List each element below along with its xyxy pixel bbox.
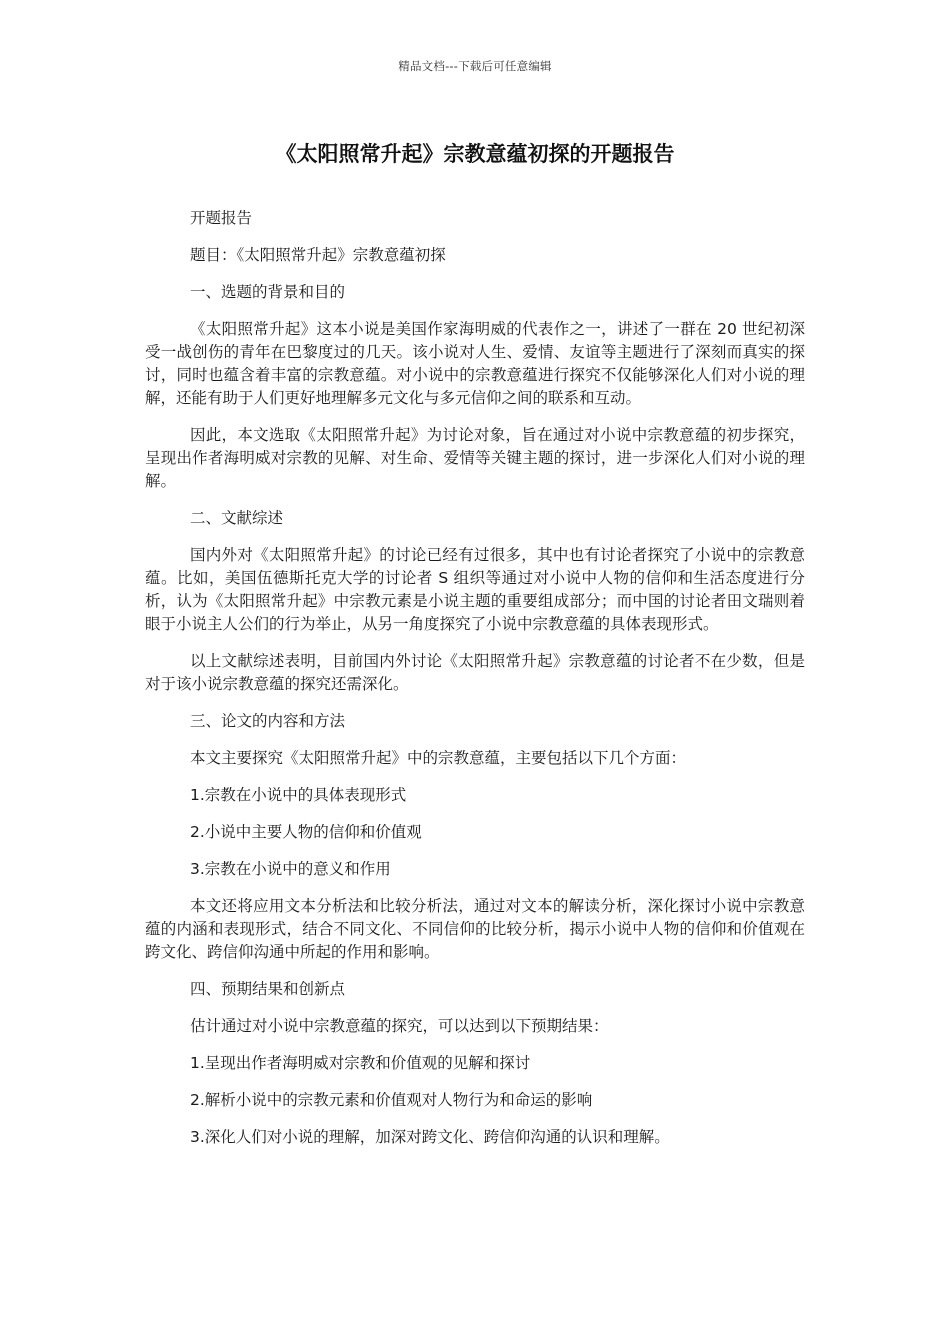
list-item: 3.宗教在小说中的意义和作用	[190, 860, 391, 878]
section-heading: 四、预期结果和创新点	[190, 980, 346, 998]
section-heading: 二、文献综述	[190, 509, 284, 527]
paragraph: 以上文献综述表明，目前国内外讨论《太阳照常升起》宗教意蕴的讨论者不在少数，但是对于该小说宗教意蕴的探究还需深化。	[145, 652, 805, 693]
paragraph: 《太阳照常升起》这本小说是美国作家海明威的代表作之一，讲述了一群在 20 世纪初深受一战创伤的青年在巴黎度过的几天。该小说对人生、爱情、友谊等主题进行了深刻而真实的探讨，同时也蕴含着丰富的宗教意蕴。对小说中的宗教意蕴进行探究不仅能够深化人们对小说的理解，还能有助于人们更好地理解多元文化与多元信仰之间的联系和互动。	[145, 320, 805, 407]
paragraph: 本文还将应用文本分析法和比较分析法，通过对文本的解读分析，深化探讨小说中宗教意蕴的内涵和表现形式，结合不同文化、不同信仰的比较分析，揭示小说中人物的信仰和价值观在跨文化、跨信仰沟通中所起的作用和影响。	[145, 897, 805, 961]
topic-line: 题目：《太阳照常升起》宗教意蕴初探	[190, 246, 446, 264]
header-note: 精品文档---下载后可任意编辑	[398, 59, 552, 73]
report-label: 开题报告	[190, 209, 253, 227]
document-body	[145, 207, 805, 1163]
section-intro: 本文主要探究《太阳照常升起》中的宗教意蕴，主要包括以下几个方面：	[190, 749, 687, 767]
paragraph: 国内外对《太阳照常升起》的讨论已经有过很多，其中也有讨论者探究了小说中的宗教意蕴。比如，美国伍德斯托克大学的讨论者 S 组织等通过对小说中人物的信仰和生活态度进行分析，认为《太阳照常升起》中宗教元素是小说主题的重要组成部分；而中国的讨论者田文瑞则着眼于小说主人公们的行为举止，从另一角度探究了小说中宗教意蕴的具体表现形式。	[145, 546, 805, 633]
list-item: 3.深化人们对小说的理解，加深对跨文化、跨信仰沟通的认识和理解。	[190, 1128, 670, 1146]
list-item: 1.宗教在小说中的具体表现形式	[190, 786, 407, 804]
document-title: 《太阳照常升起》宗教意蕴初探的开题报告	[275, 142, 675, 166]
paragraph: 因此，本文选取《太阳照常升起》为讨论对象，旨在通过对小说中宗教意蕴的初步探究，呈现出作者海明威对宗教的见解、对生命、爱情等关键主题的探讨，进一步深化人们对小说的理解。	[145, 426, 805, 490]
list-item: 1.呈现出作者海明威对宗教和价值观的见解和探讨	[190, 1054, 531, 1072]
list-item: 2.解析小说中的宗教元素和价值观对人物行为和命运的影响	[190, 1091, 593, 1109]
list-item: 2.小说中主要人物的信仰和价值观	[190, 823, 422, 841]
section-heading: 三、论文的内容和方法	[190, 712, 346, 730]
section-heading: 一、选题的背景和目的	[190, 283, 346, 301]
section-intro: 估计通过对小说中宗教意蕴的探究，可以达到以下预期结果：	[190, 1017, 609, 1035]
